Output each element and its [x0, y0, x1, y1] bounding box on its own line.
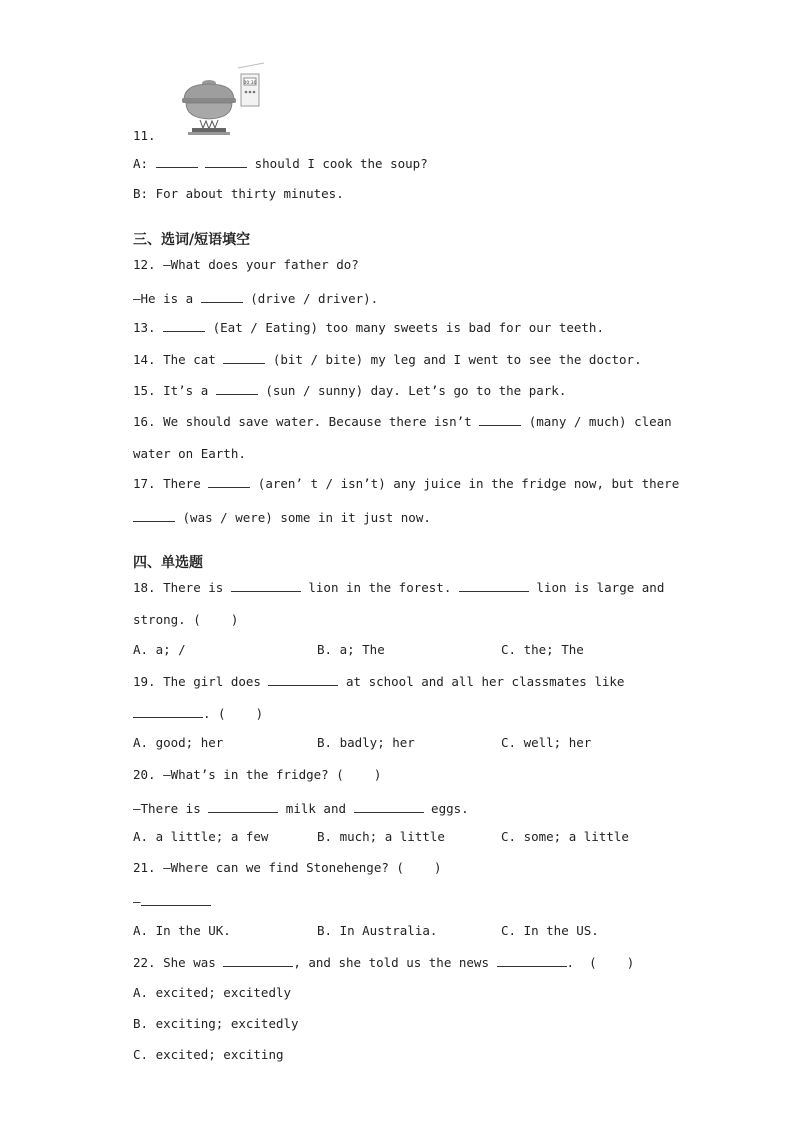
section4-title: 四、单选题 — [133, 555, 203, 571]
q11-line-b: B: For about thirty minutes. — [133, 186, 344, 201]
q19-option-b[interactable]: B. badly; her — [317, 735, 415, 750]
answer-blank[interactable] — [141, 893, 211, 906]
q11-line-a: A: should I cook the soup? — [133, 156, 428, 171]
q21-option-b[interactable]: B. In Australia. — [317, 923, 438, 938]
answer-blank[interactable] — [231, 579, 301, 592]
q19-line1: 19. The girl does at school and all her classmates like — [133, 674, 625, 689]
q18-option-b[interactable]: B. a; The — [317, 642, 385, 657]
q21-option-a[interactable]: A. In the UK. — [133, 923, 231, 938]
q17-line1: 17. There (aren’ t / isn’t) any juice in the fridge now, but there — [133, 476, 680, 491]
answer-blank[interactable] — [156, 155, 198, 168]
answer-blank[interactable] — [133, 509, 175, 522]
timer-display: 00:30 — [243, 81, 257, 86]
soup-pot-stove-illustration — [178, 60, 268, 138]
answer-blank[interactable] — [459, 579, 529, 592]
answer-blank[interactable] — [497, 954, 567, 967]
answer-blank[interactable] — [223, 954, 293, 967]
q18-option-c[interactable]: C. the; The — [501, 642, 584, 657]
q12-line2: —He is a (drive / driver). — [133, 291, 379, 306]
q20-option-c[interactable]: C. some; a little — [501, 829, 629, 844]
answer-blank[interactable] — [208, 475, 250, 488]
q20-line1: 20. —What’s in the fridge? ( ) — [133, 767, 382, 782]
answer-blank[interactable] — [216, 382, 258, 395]
q22-option-b[interactable]: B. exciting; excitedly — [133, 1016, 299, 1031]
q18-line1: 18. There is lion in the forest. lion is large and — [133, 580, 665, 595]
q13: 13. (Eat / Eating) too many sweets is bad for our teeth. — [133, 320, 604, 335]
q15: 15. It’s a (sun / sunny) day. Let’s go to the park. — [133, 383, 567, 398]
answer-blank[interactable] — [354, 800, 424, 813]
q16-line1: 16. We should save water. Because there isn’t (many / much) clean — [133, 414, 672, 429]
answer-blank[interactable] — [201, 290, 243, 303]
q20-option-a[interactable]: A. a little; a few — [133, 829, 269, 844]
answer-blank[interactable] — [208, 800, 278, 813]
q16-line2: water on Earth. — [133, 446, 246, 461]
q19-option-a[interactable]: A. good; her — [133, 735, 224, 750]
answer-blank[interactable] — [223, 351, 265, 364]
q14: 14. The cat (bit / bite) my leg and I went to see the doctor. — [133, 352, 642, 367]
section3-title: 三、选词/短语填空 — [133, 232, 251, 248]
q18-line2: strong. ( ) — [133, 612, 239, 627]
q21-line2: — — [133, 893, 211, 910]
answer-blank[interactable] — [268, 673, 338, 686]
answer-blank[interactable] — [163, 319, 205, 332]
answer-blank[interactable] — [479, 413, 521, 426]
q12-line1: 12. —What does your father do? — [133, 257, 359, 272]
q22-line1: 22. She was , and she told us the news . ( ) — [133, 955, 635, 970]
q19-line2: . ( ) — [133, 705, 263, 722]
answer-blank[interactable] — [133, 705, 203, 718]
q21-line1: 21. —Where can we find Stonehenge? ( ) — [133, 860, 442, 875]
answer-blank[interactable] — [205, 155, 247, 168]
q19-option-c[interactable]: C. well; her — [501, 735, 592, 750]
q20-line2: —There is milk and eggs. — [133, 801, 469, 816]
q17-line2: (was / were) some in it just now. — [133, 509, 431, 526]
q22-option-a[interactable]: A. excited; excitedly — [133, 985, 292, 1000]
q21-option-c[interactable]: C. In the US. — [501, 923, 599, 938]
q18-option-a[interactable]: A. a; / — [133, 642, 186, 657]
q22-option-c[interactable]: C. excited; exciting — [133, 1047, 284, 1062]
q20-option-b[interactable]: B. much; a little — [317, 829, 445, 844]
q11-number: 11. — [133, 128, 156, 143]
